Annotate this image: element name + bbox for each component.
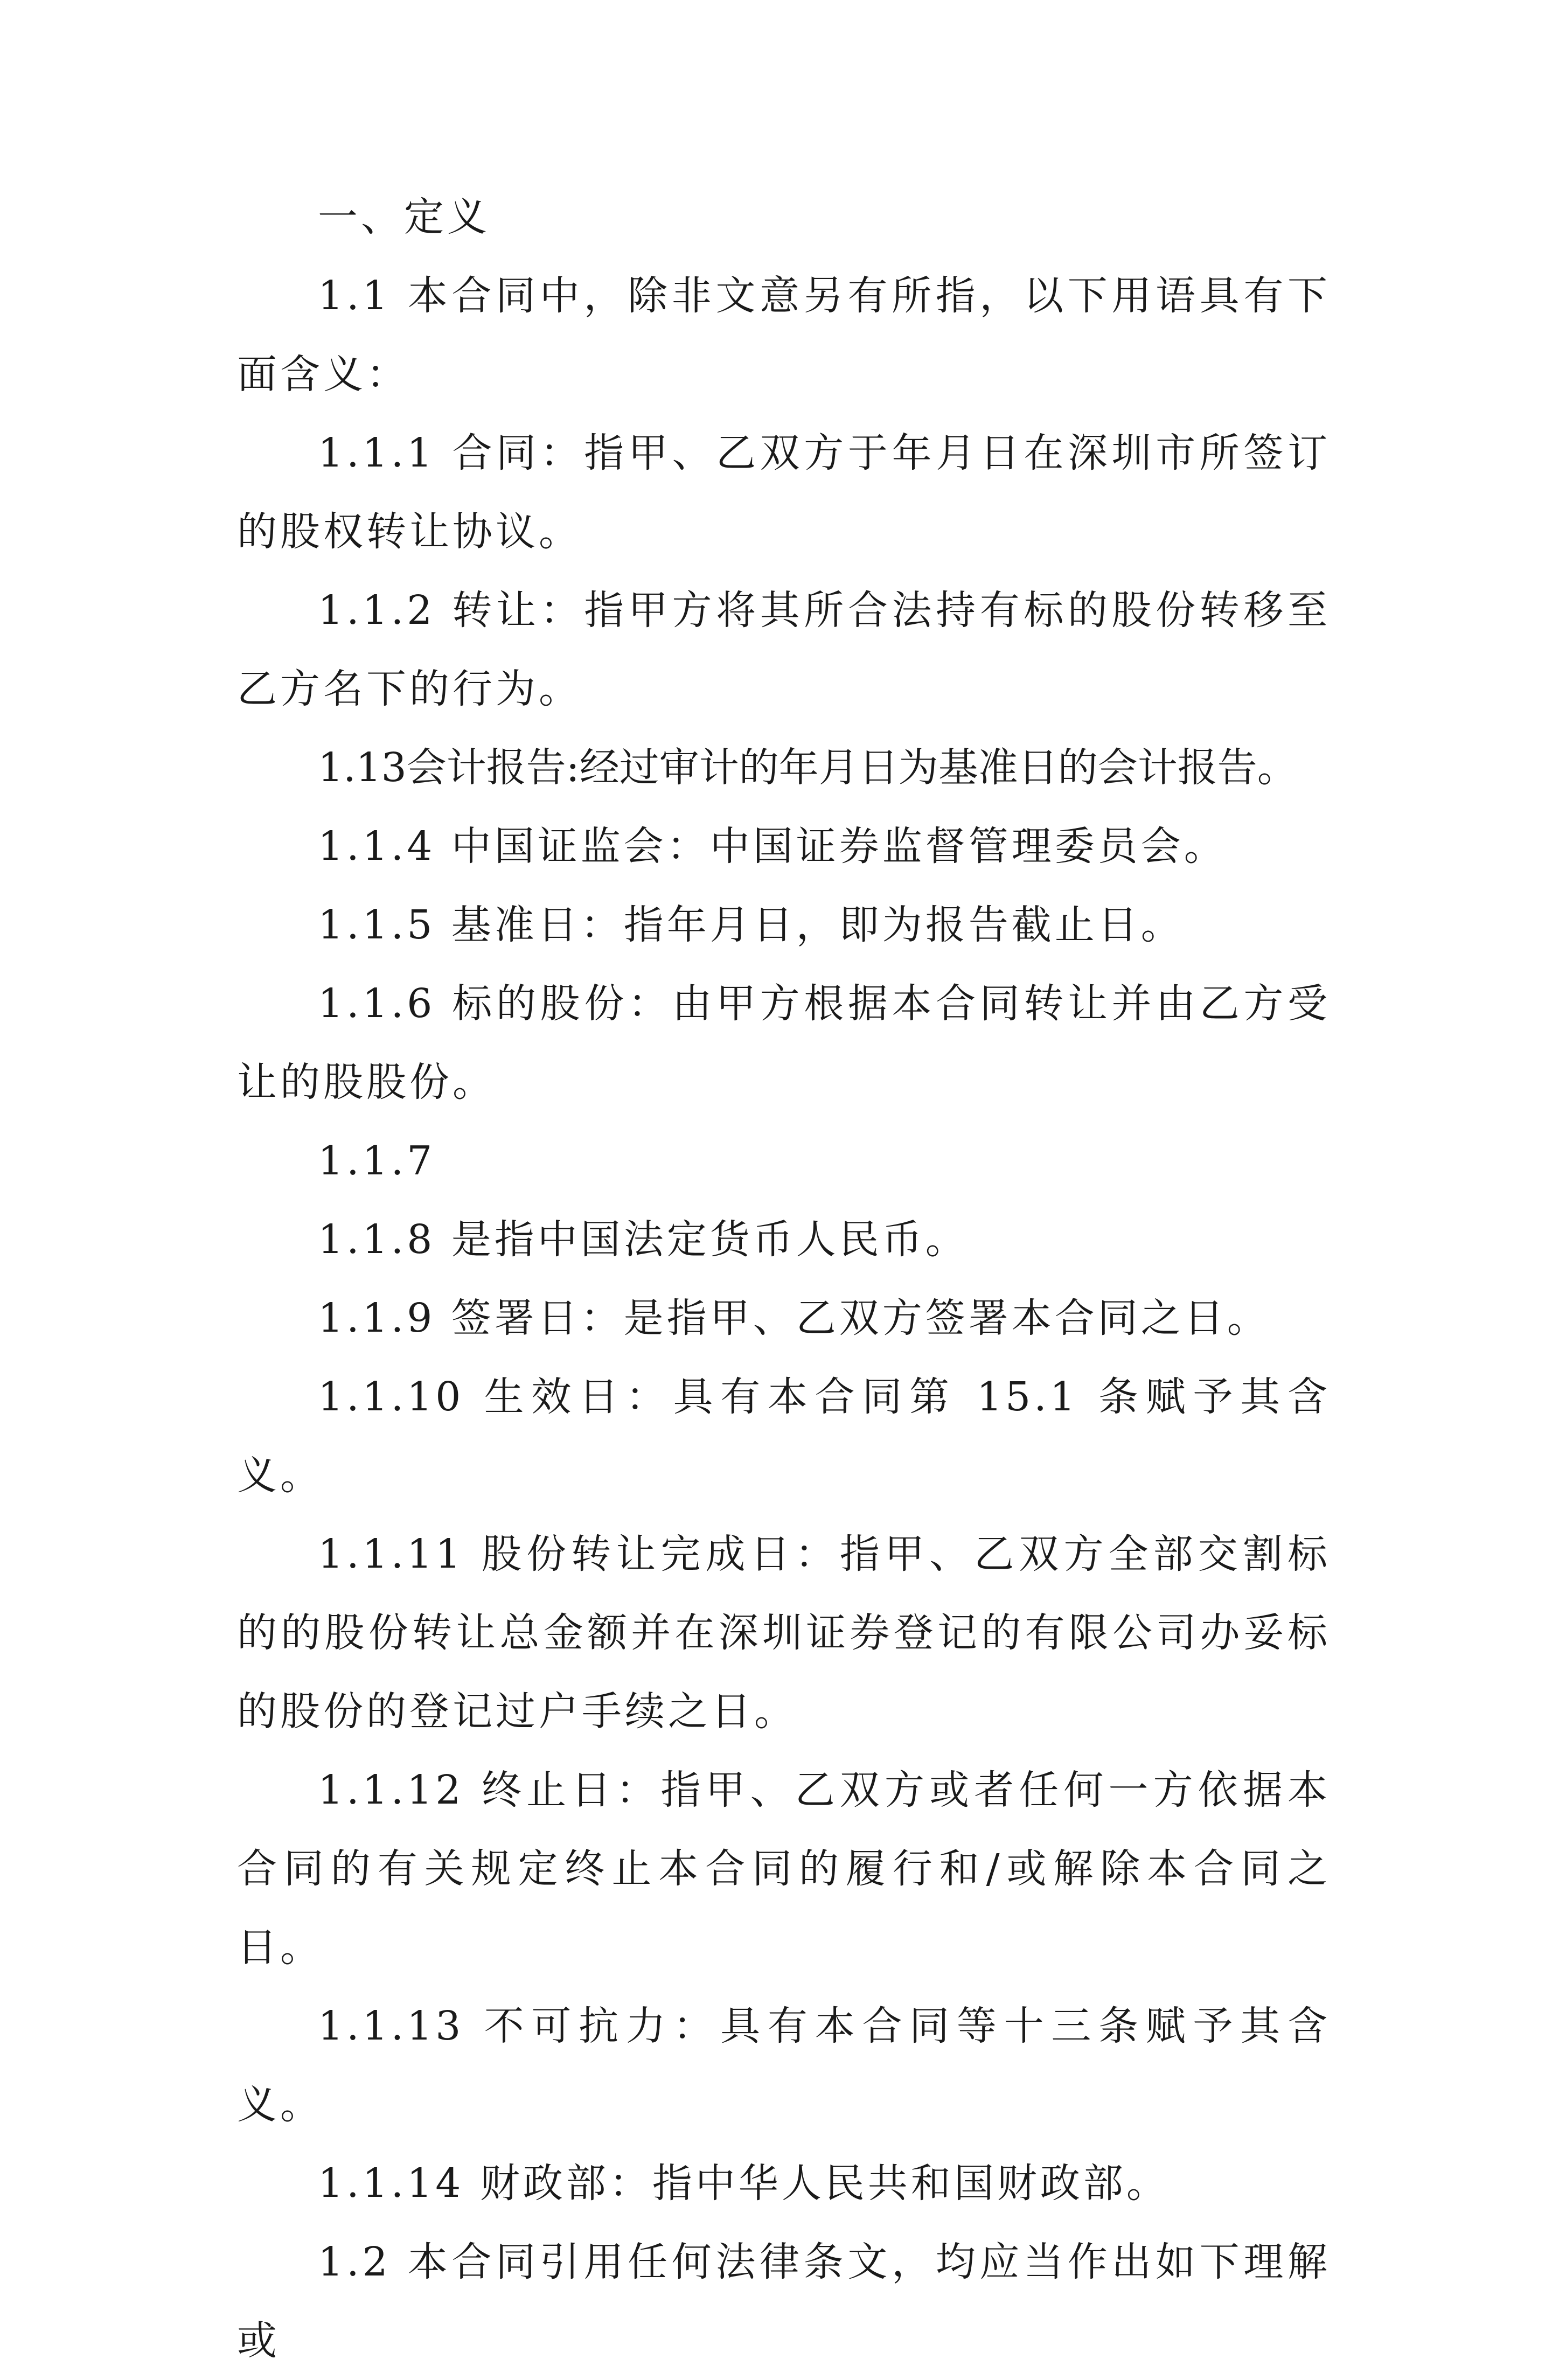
clause-1-1-11: 1.1.11 股份转让完成日：指甲、乙双方全部交割标的的股份转让总金额并在深圳证券登记的有限公司办妥标的股份的登记过户手续之日。 bbox=[237, 1531, 1331, 1735]
clause-1-1-1: 1.1.1 合同：指甲、乙双方于年月日在深圳市所签订的股权转让协议。 bbox=[237, 430, 1331, 555]
clause-1-1-12: 1.1.12 终止日：指甲、乙双方或者任何一方依据本合同的有关规定终止本合同的履行和/或解除本合同之日。 bbox=[237, 1767, 1331, 1971]
clause-1-1-5: 1.1.5 基准日：指年月日，即为报告截止日。 bbox=[318, 902, 1184, 948]
document-body bbox=[237, 178, 1331, 2380]
clause-1-1-13: 1.1.13 不可抗力：具有本合同等十三条赋予其含义。 bbox=[237, 2003, 1331, 2128]
clause-1-1-4: 1.1.4 中国证监会：中国证券监督管理委员会。 bbox=[318, 823, 1227, 869]
section-heading-definitions: 一、定义 bbox=[318, 194, 490, 240]
clause-1-2: 1.2 本合同引用任何法律条文，均应当作出如下理解或 bbox=[237, 2239, 1331, 2364]
clause-1-1-6: 1.1.6 标的股份：由甲方根据本合同转让并由乙方受让的股股份。 bbox=[237, 980, 1331, 1105]
clause-1-13: 1.13会计报告:经过审计的年月日为基准日的会计报告。 bbox=[318, 744, 1297, 791]
clause-1-1-14: 1.1.14 财政部：指中华人民共和国财政部。 bbox=[318, 2160, 1170, 2207]
clause-1-1-10: 1.1.10 生效日：具有本合同第 15.1 条赋予其含义。 bbox=[237, 1374, 1331, 1499]
clause-1-1-8: 1.1.8 是指中国法定货币人民币。 bbox=[318, 1216, 969, 1263]
clause-1-1: 1.1 本合同中，除非文意另有所指，以下用语具有下面含义： bbox=[237, 273, 1331, 398]
clause-1-1-2: 1.1.2 转让：指甲方将其所合法持有标的股份转移至乙方名下的行为。 bbox=[237, 587, 1331, 712]
clause-1-1-9: 1.1.9 签署日：是指甲、乙双方签署本合同之日。 bbox=[318, 1295, 1270, 1341]
clause-1-1-7: 1.1.7 bbox=[318, 1138, 436, 1184]
